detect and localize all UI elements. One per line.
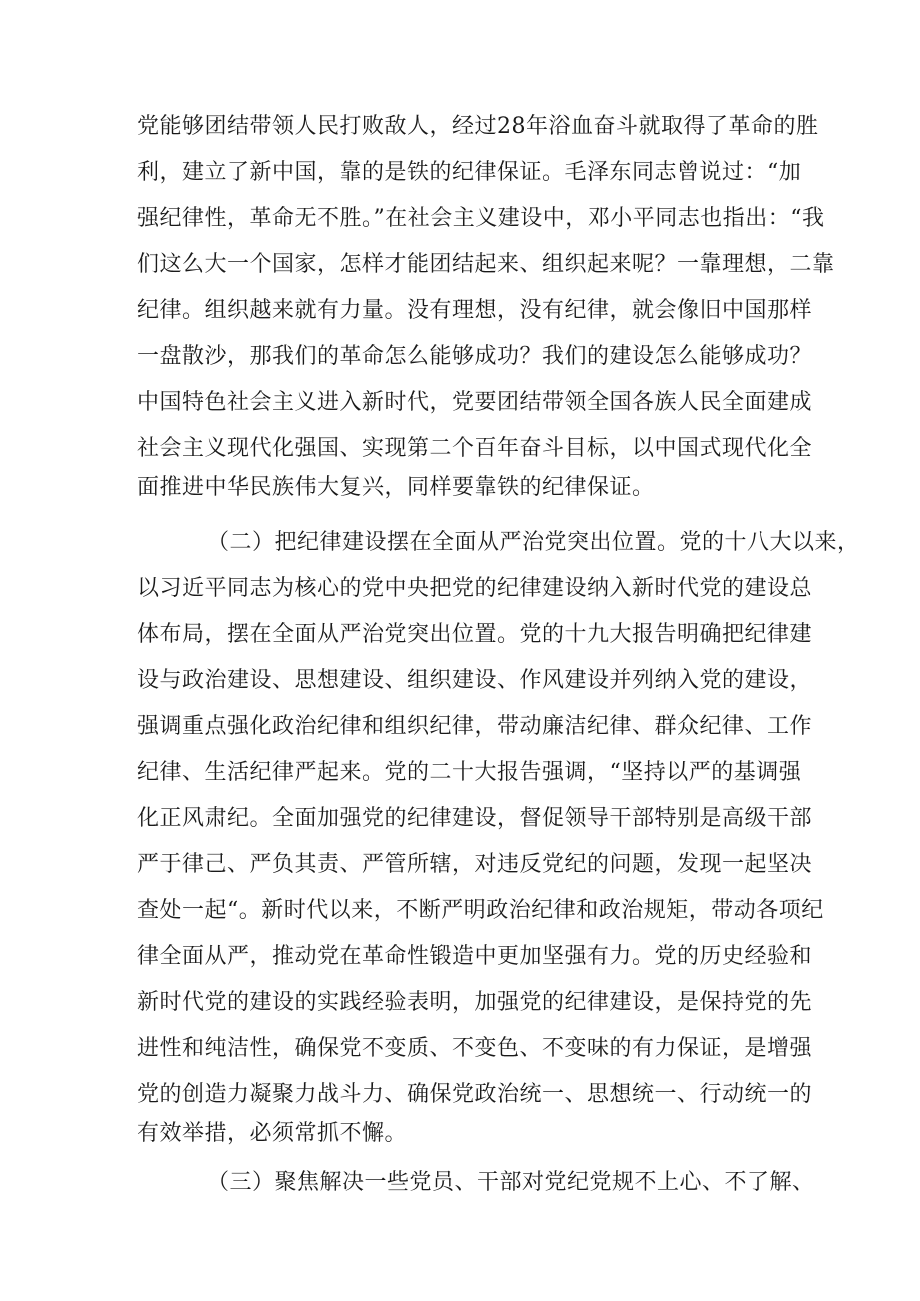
text-line: 新时代党的建设的实践经验表明，加强党的纪律建设，是保持党的先 (137, 990, 813, 1015)
text-line: 利，建立了新中国，靠的是铁的纪律保证。毛泽东同志曾说过：“加 (137, 160, 802, 185)
text-line: 面推进中华民族伟大复兴，同样要靠铁的纪律保证。 (137, 475, 655, 500)
text-line: 查处一起“。新时代以来，不断严明政治纪律和政治规矩，带动各项纪 (137, 898, 824, 923)
text-line: 有效举措，必须常抓不懈。 (137, 1121, 408, 1146)
text-line: 严于律己、严负其责、严管所辖，对违反党纪的问题，发现一起坚决 (137, 852, 813, 877)
text-line: 体布局，摆在全面从严治党突出位置。党的十九大报告明确把纪律建 (137, 622, 813, 647)
text-line: 进性和纯洁性，确保党不变质、不变色、不变味的有力保证，是增强 (137, 1036, 813, 1061)
section-heading-line: （二）把纪律建设摆在全面从严治党突出位置。党的十八大以来， (207, 530, 860, 555)
text-line: 纪律。组织越来就有力量。没有理想，没有纪律，就会像旧中国那样 (137, 298, 813, 323)
text-line: 党能够团结带领人民打败敌人，经过28年浴血奋斗就取得了革命的胜 (137, 114, 819, 139)
text-line: 社会主义现代化强国、实现第二个百年奋斗目标，以中国式现代化全 (137, 436, 813, 461)
section-heading-line: （三）聚焦解决一些党员、干部对党纪党规不上心、不了解、 (207, 1170, 815, 1195)
text-line: 党的创造力凝聚力战斗力、确保党政治统一、思想统一、行动统一的 (137, 1082, 813, 1107)
text-line: 设与政治建设、思想建设、组织建设、作风建设并列纳入党的建设， (137, 668, 813, 693)
text-line: 律全面从严，推动党在革命性锻造中更加坚强有力。党的历史经验和 (137, 944, 813, 969)
text-line: 纪律、生活纪律严起来。党的二十大报告强调，“坚持以严的基调强 (137, 760, 802, 785)
text-line: 化正风肃纪。全面加强党的纪律建设，督促领导干部特别是高级干部 (137, 806, 813, 831)
text-line: 一盘散沙，那我们的革命怎么能够成功？我们的建设怎么能够成功？ (137, 344, 813, 369)
text-line: 们这么大一个国家，怎样才能团结起来、组织起来呢？一靠理想，二靠 (137, 252, 835, 277)
text-line: 中国特色社会主义进入新时代，党要团结带领全国各族人民全面建成 (137, 390, 813, 415)
text-line: 强纪律性，革命无不胜。”在社会主义建设中，邓小平同志也指出：“我 (137, 206, 825, 231)
text-line: 强调重点强化政治纪律和组织纪律，带动廉洁纪律、群众纪律、工作 (137, 714, 813, 739)
text-line: 以习近平同志为核心的党中央把党的纪律建设纳入新时代党的建设总 (137, 576, 813, 601)
